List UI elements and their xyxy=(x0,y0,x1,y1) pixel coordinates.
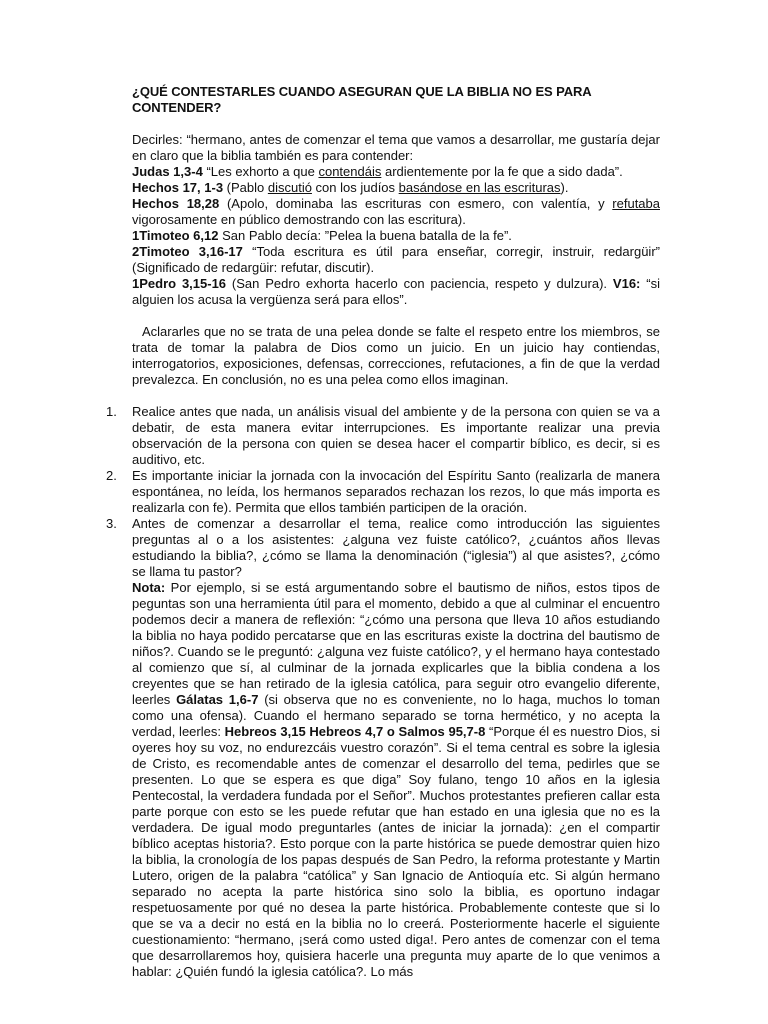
hechos17-underlined-1: discutió xyxy=(267,180,312,195)
hechos18-ref: Hechos 18,28 xyxy=(132,196,220,211)
timoteo1-text: San Pablo decía: ”Pelea la buena batalla de la fe”. xyxy=(218,228,512,243)
hechos18-text-a: (Apolo, dominaba las escrituras con esmero, con valentía, y xyxy=(219,196,613,211)
intro-judas xyxy=(132,164,660,180)
item-text: Antes de comenzar a desarrollar el tema, realice como introducción las siguientes preguntas al o a los asistentes: ¿alguna vez fuiste católico?, ¿cuántos años llevas estudiando la biblia?, ¿cómo se llama la denominación (“iglesia”) al que asistes?, ¿cómo se llama tu pastor? xyxy=(132,516,660,579)
pedro-verse: V16: xyxy=(612,276,641,291)
intro-timoteo2 xyxy=(132,244,660,276)
intro-decirles xyxy=(132,132,660,164)
list-item xyxy=(106,516,660,980)
nota-hebreos-ref: Hebreos 3,15 Hebreos 4,7 o Salmos 95,7-8 xyxy=(224,724,486,739)
nota-text-2: (si observa que no es conveniente, no lo haga, muchos lo toman como una ofensa). Cuando el hermano separado se torna hermético, y no acepta la verdad, leerles: xyxy=(132,692,660,739)
hechos17-text-c: ). xyxy=(560,180,569,195)
hechos17-text-b: con los judíos xyxy=(311,180,399,195)
timoteo2-text: “Toda escritura es útil para enseñar, corregir, instruir, redargüir” (Significado de redargüir: refutar, discutir). xyxy=(132,244,660,275)
timoteo1-ref: 1Timoteo 6,12 xyxy=(132,228,219,243)
intro-hechos17 xyxy=(132,180,660,196)
intro-timoteo1 xyxy=(132,228,660,244)
pedro-ref: 1Pedro 3,15-16 xyxy=(132,276,227,291)
hechos17-text-a: (Pablo xyxy=(223,180,268,195)
clarification-paragraph: Aclararles que no se trata de una pelea donde se falte el respeto entre los miembros, se trata de tomar la palabra de Dios como un juicio. En un juicio hay contiendas, interrogatorios, exposiciones, defensas, correcciones, refutaciones, a fin de que la verdad prevalezca. En conclusión, no es una pelea como ellos imaginan. xyxy=(132,324,660,387)
item-number: 2. xyxy=(106,468,117,483)
pedro-text-2: “si alguien los acusa la vergüenza será para ellos”. xyxy=(132,276,660,307)
hechos18-underlined: refutaba xyxy=(612,196,660,211)
nota-galatas-ref: Gálatas 1,6-7 xyxy=(176,692,259,707)
item-text: Realice antes que nada, un análisis visual del ambiente y de la persona con quien se va a debatir, de esta manera evitar interrupciones. Es importante realizar una previa observación de la persona con quien se desea hacer el compartir bíblico, es decir, si es auditivo, etc. xyxy=(132,404,660,467)
list-item xyxy=(106,404,660,468)
judas-text-a: “Les exhorto a que xyxy=(202,164,319,179)
item-number: 3. xyxy=(106,516,117,531)
judas-ref: Judas 1,3-4 xyxy=(132,164,203,179)
decirles-text: Decirles: “hermano, antes de comenzar el tema que vamos a desarrollar, me gustaría dejar en claro que la biblia también es para contender: xyxy=(132,132,660,163)
item-text: Es importante iniciar la jornada con la invocación del Espíritu Santo (realizarla de manera espontánea, no leída, los hermanos separados rechazan los rezos, lo que más importa es realizarla con fe). Permita que ellos también participen de la oración. xyxy=(132,468,660,515)
intro-pedro xyxy=(132,276,660,308)
list-item xyxy=(106,468,660,516)
pedro-text: (San Pedro exhorta hacerlo con paciencia, respeto y dulzura). xyxy=(226,276,613,291)
nota-text-1: Por ejemplo, si se está argumentando sobre el bautismo de niños, estos tipos de peguntas son una herramienta útil para el momento, debido a que al culminar el encuentro podemos decir a manera de reflexión: “¿cómo una persona que lleva 10 años estudiando la biblia no haya podido percatarse que en las escrituras existe la doctrina del bautismo de niños?. Cuando se le preguntó: ¿alguna vez fuiste católico?, y el hermano haya contestado al comienzo que sí, al culminar de la jornada explicarles que la biblia condena a los creyentes que se han retirado de la iglesia católica, para seguir otro evangelio diferente, leerles xyxy=(132,580,660,707)
intro-block xyxy=(132,132,660,308)
hechos17-ref: Hechos 17, 1-3 xyxy=(132,180,224,195)
judas-underlined: contendáis xyxy=(318,164,382,179)
intro-hechos18 xyxy=(132,196,660,228)
nota-text-3: “Porque él es nuestro Dios, si oyeres hoy su voz, no endurezcáis vuestro corazón”. Si el tema central es sobre la iglesia de Cristo, es recomendable antes de comenzar el desarrollo del tema, pedirles que se presenten. Lo que se espera es que diga” Soy fulano, tengo 10 años en la iglesia Pentecostal, la verdadera fundada por el Señor”. Muchos protestantes prefieren callar esta parte porque con esto se les puede refutar que han estado en una iglesia que no es la verdadera. De igual modo preguntarles (antes de iniciar la jornada): ¿en el compartir bíblico aceptas historia?. Esto porque con la parte histórica se puede demostrar quien hizo la biblia, la cronología de los papas después de San Pedro, la reforma protestante y Martin Lutero, origen de la palabra “católica” y San Ignacio de Antioquía etc. Si algún hermano separado no acepta la parte histórica sino solo la biblia, es oportuno indagar respetuosamente por qué no desea la parte histórica. Probablemente conteste que si lo que se va a decir no está en la biblia no lo creerá. Posteriormente hacerle el siguiente cuestionamiento: “hermano, ¡será como usted diga!. Pero antes de comenzar con el tema que desarrollaremos hoy, quisiera hacerle una pregunta muy aparte de lo que venimos a hablar: ¿Quién fundó la iglesia católica?. Lo más xyxy=(132,724,660,979)
judas-text-b: ardientemente por la fe que a sido dada”. xyxy=(381,164,623,179)
item-number: 1. xyxy=(106,404,117,419)
document-title: ¿QUÉ CONTESTARLES CUANDO ASEGURAN QUE LA BIBLIA NO ES PARA CONTENDER? xyxy=(132,84,592,115)
steps-list xyxy=(106,404,660,980)
timoteo2-ref: 2Timoteo 3,16-17 xyxy=(132,244,243,259)
hechos18-text-b: vigorosamente en público demostrando con las escritura). xyxy=(132,212,466,227)
hechos17-underlined-2: basándose en las escrituras xyxy=(398,180,561,195)
nota-label: Nota: xyxy=(132,580,166,595)
